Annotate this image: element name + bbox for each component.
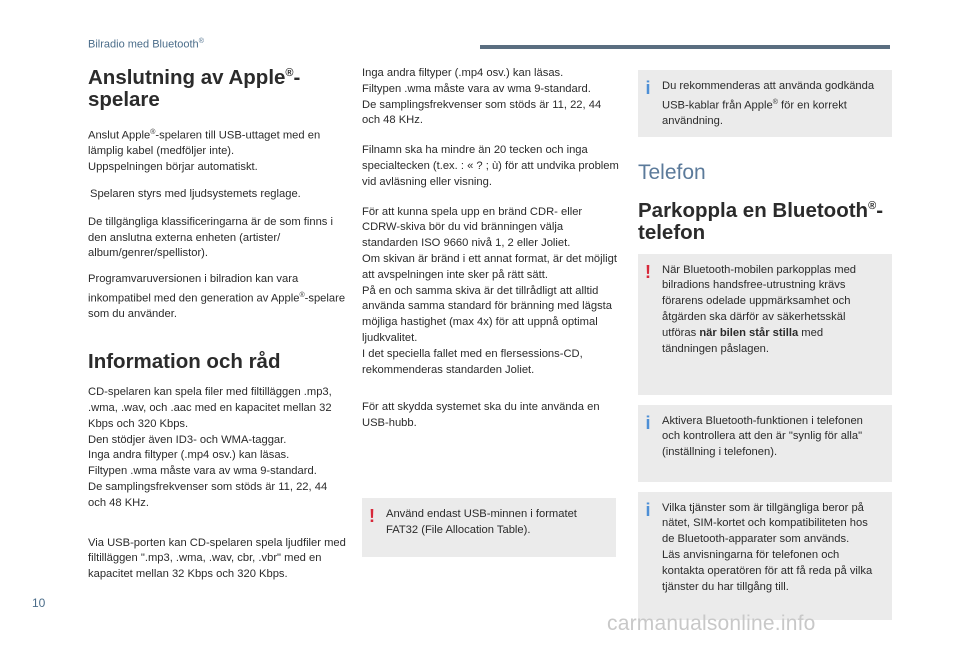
pair-heading-tail: -: [876, 198, 884, 222]
info-icon: i: [645, 412, 651, 433]
info1a: Du rekommenderas att använda godkända USB-kablar från Apple: [662, 80, 875, 112]
paragraph-usb-hub: För att skydda systemet ska du inte använda en USB-hubb.: [362, 401, 600, 430]
p4b: Den stödjer även ID3- och WMA-taggar.: [88, 433, 287, 446]
warning-fat32-text: Använd endast USB-minnen i formatet FAT32 (File Allocation Table).: [386, 507, 577, 536]
note-controls-text: Spelaren styrs med ljudsystemets reglage.: [90, 187, 301, 200]
p4: CD-spelaren kan spela filer med filtilläggen .mp3, .wma, .wav, och .aac med en kapacitet mellan 32 Kbps och 320 Kbps.: [88, 386, 332, 430]
warning-box-pairing: [638, 254, 892, 395]
c2p3d: I det speciella fallet med en flersessions-CD, rekommenderas standarden Joliet.: [362, 347, 583, 376]
heading-apple-sup: ®: [285, 67, 294, 79]
heading-apple-text: Anslutning av Apple: [88, 65, 286, 89]
info1b: för en korrekt användning.: [662, 99, 847, 128]
heading-pair-bluetooth: [638, 195, 892, 244]
warning-box-fat32: [362, 498, 616, 557]
paragraph-software: [88, 272, 348, 323]
info-services-text: [662, 501, 880, 596]
p1a-sup: ®: [150, 128, 156, 136]
header-title: [88, 38, 204, 51]
info-icon: i: [645, 78, 651, 98]
p1b: -spelaren till USB-uttaget med en: [155, 129, 321, 142]
c2p3c: På en och samma skiva är det tillrådligt att alltid använda samma standard för bränning med lägsta möjliga hastighet (max 4x) för att uppnå optimal ljudkvalitet.: [362, 284, 613, 344]
info1-sup: ®: [772, 98, 778, 106]
p3a: Programvaruversionen i bilradion kan vara inkompatibel med den generation av Apple: [88, 273, 300, 305]
page-number: 10: [32, 596, 46, 610]
pair-heading-line2: telefon: [638, 220, 706, 244]
column-1: [88, 62, 348, 583]
p1d: Uppspelningen börjar automatiskt.: [88, 161, 258, 174]
c2p1a: Inga andra filtyper (.mp4 osv.) kan läsas.: [362, 67, 564, 79]
c2p3a: För att kunna spela upp en bränd CDR- eller CDRW-skiva bör du vid bränningen välja standarden ISO 9660 nivå 1, 2 eller Joliet.: [362, 205, 583, 250]
info-box-services: [638, 492, 892, 620]
p4c: Inga andra filtyper (.mp4 osv.) kan läsas.: [88, 449, 290, 462]
c2p3b: Om skivan är bränd i ett annat format, är det möjligt att avspelningen inte sker på rätt sätt.: [362, 252, 617, 281]
header-title-sup: ®: [198, 38, 204, 45]
heading-apple-line2: spelare: [88, 87, 160, 111]
p4e: De samplingsfrekvenser som stöds är 11, 22, 44 och 48 KHz.: [88, 481, 328, 509]
heading-information: Information och råd: [88, 350, 281, 374]
warn-a: När Bluetooth-mobilen parkopplas med bilradions handsfree-utrustning krävs förarens odelade uppmärksamhet och åtgärden ska därför av säkerhetsskäl utföras: [662, 263, 857, 339]
paragraph-usb-formats: Via USB-porten kan CD-spelaren spela ljudfiler med filtilläggen ".mp3, .wma, .wav, cbr, .vbr" med en kapacitet mellan 32 Kbps och 320 Kbps.: [88, 536, 346, 581]
paragraph-filenames: Filnamn ska ha mindre än 20 tecken och inga specialtecken (t.ex. : « ? ; ù) för att undvika problem vid avläsning eller visning.: [362, 144, 619, 188]
p4d: Filtypen .wma måste vara av wma 9-standard.: [88, 465, 317, 478]
c2p1b: Filtypen .wma måste vara av wma 9-standard.: [362, 82, 591, 95]
p3-sup: ®: [299, 291, 305, 299]
p1c: lämplig kabel (medföljer inte).: [88, 145, 235, 158]
info-activate-text: Aktivera Bluetooth-funktionen i telefonen och kontrollera att den är "synlig för alla" (inställning i telefonen).: [662, 414, 863, 459]
paragraph-filetypes: [362, 66, 620, 129]
info-box-apple-cables: [638, 70, 892, 137]
pair-heading-sup: ®: [868, 199, 877, 212]
column-2: [362, 66, 620, 557]
pair-heading-text: Parkoppla en Bluetooth: [638, 198, 869, 222]
info-apple-text: [662, 79, 880, 130]
p3b: -spelare som du använder.: [88, 292, 346, 321]
warning-icon: !: [645, 261, 651, 282]
heading-apple-connection: [88, 62, 348, 111]
paragraph-cdr: [362, 205, 620, 379]
info3b: Läs anvisningarna för telefonen och kontakta operatören för att få reda på vilka tjänster du har tillgång till.: [662, 549, 873, 593]
heading-apple-tail: -: [293, 65, 301, 89]
paragraph-cd-formats: [88, 385, 348, 511]
paragraph-connect: [88, 125, 348, 176]
warn-bold: när bilen står stilla: [699, 326, 799, 339]
paragraph-classifications: De tillgängliga klassificeringarna är de som finns i den anslutna externa enheten (artister/ album/genrer/spellistor).: [88, 215, 333, 260]
watermark: carmanualsonline.info: [607, 612, 816, 635]
column-3: [638, 70, 892, 620]
header-bar: [480, 45, 890, 49]
p1a: Anslut Apple: [88, 129, 151, 142]
info-box-activate-bluetooth: [638, 405, 892, 482]
header-title-text: Bilradio med Bluetooth: [88, 38, 199, 51]
warning-pairing-text: [662, 263, 880, 358]
info3a: Vilka tjänster som är tillgängliga beror på nätet, SIM-kortet och kompatibiliteten hos de Bluetooth-apparater som används.: [662, 501, 868, 546]
section-title-telefon: Telefon: [638, 161, 706, 184]
c2p1c: De samplingsfrekvenser som stöds är 11, 22, 44 och 48 KHz.: [362, 98, 602, 127]
info-icon: i: [645, 499, 651, 520]
warn-b: med tändningen påslagen.: [662, 326, 824, 355]
note-controls: [88, 187, 348, 203]
warning-icon: !: [369, 505, 375, 526]
